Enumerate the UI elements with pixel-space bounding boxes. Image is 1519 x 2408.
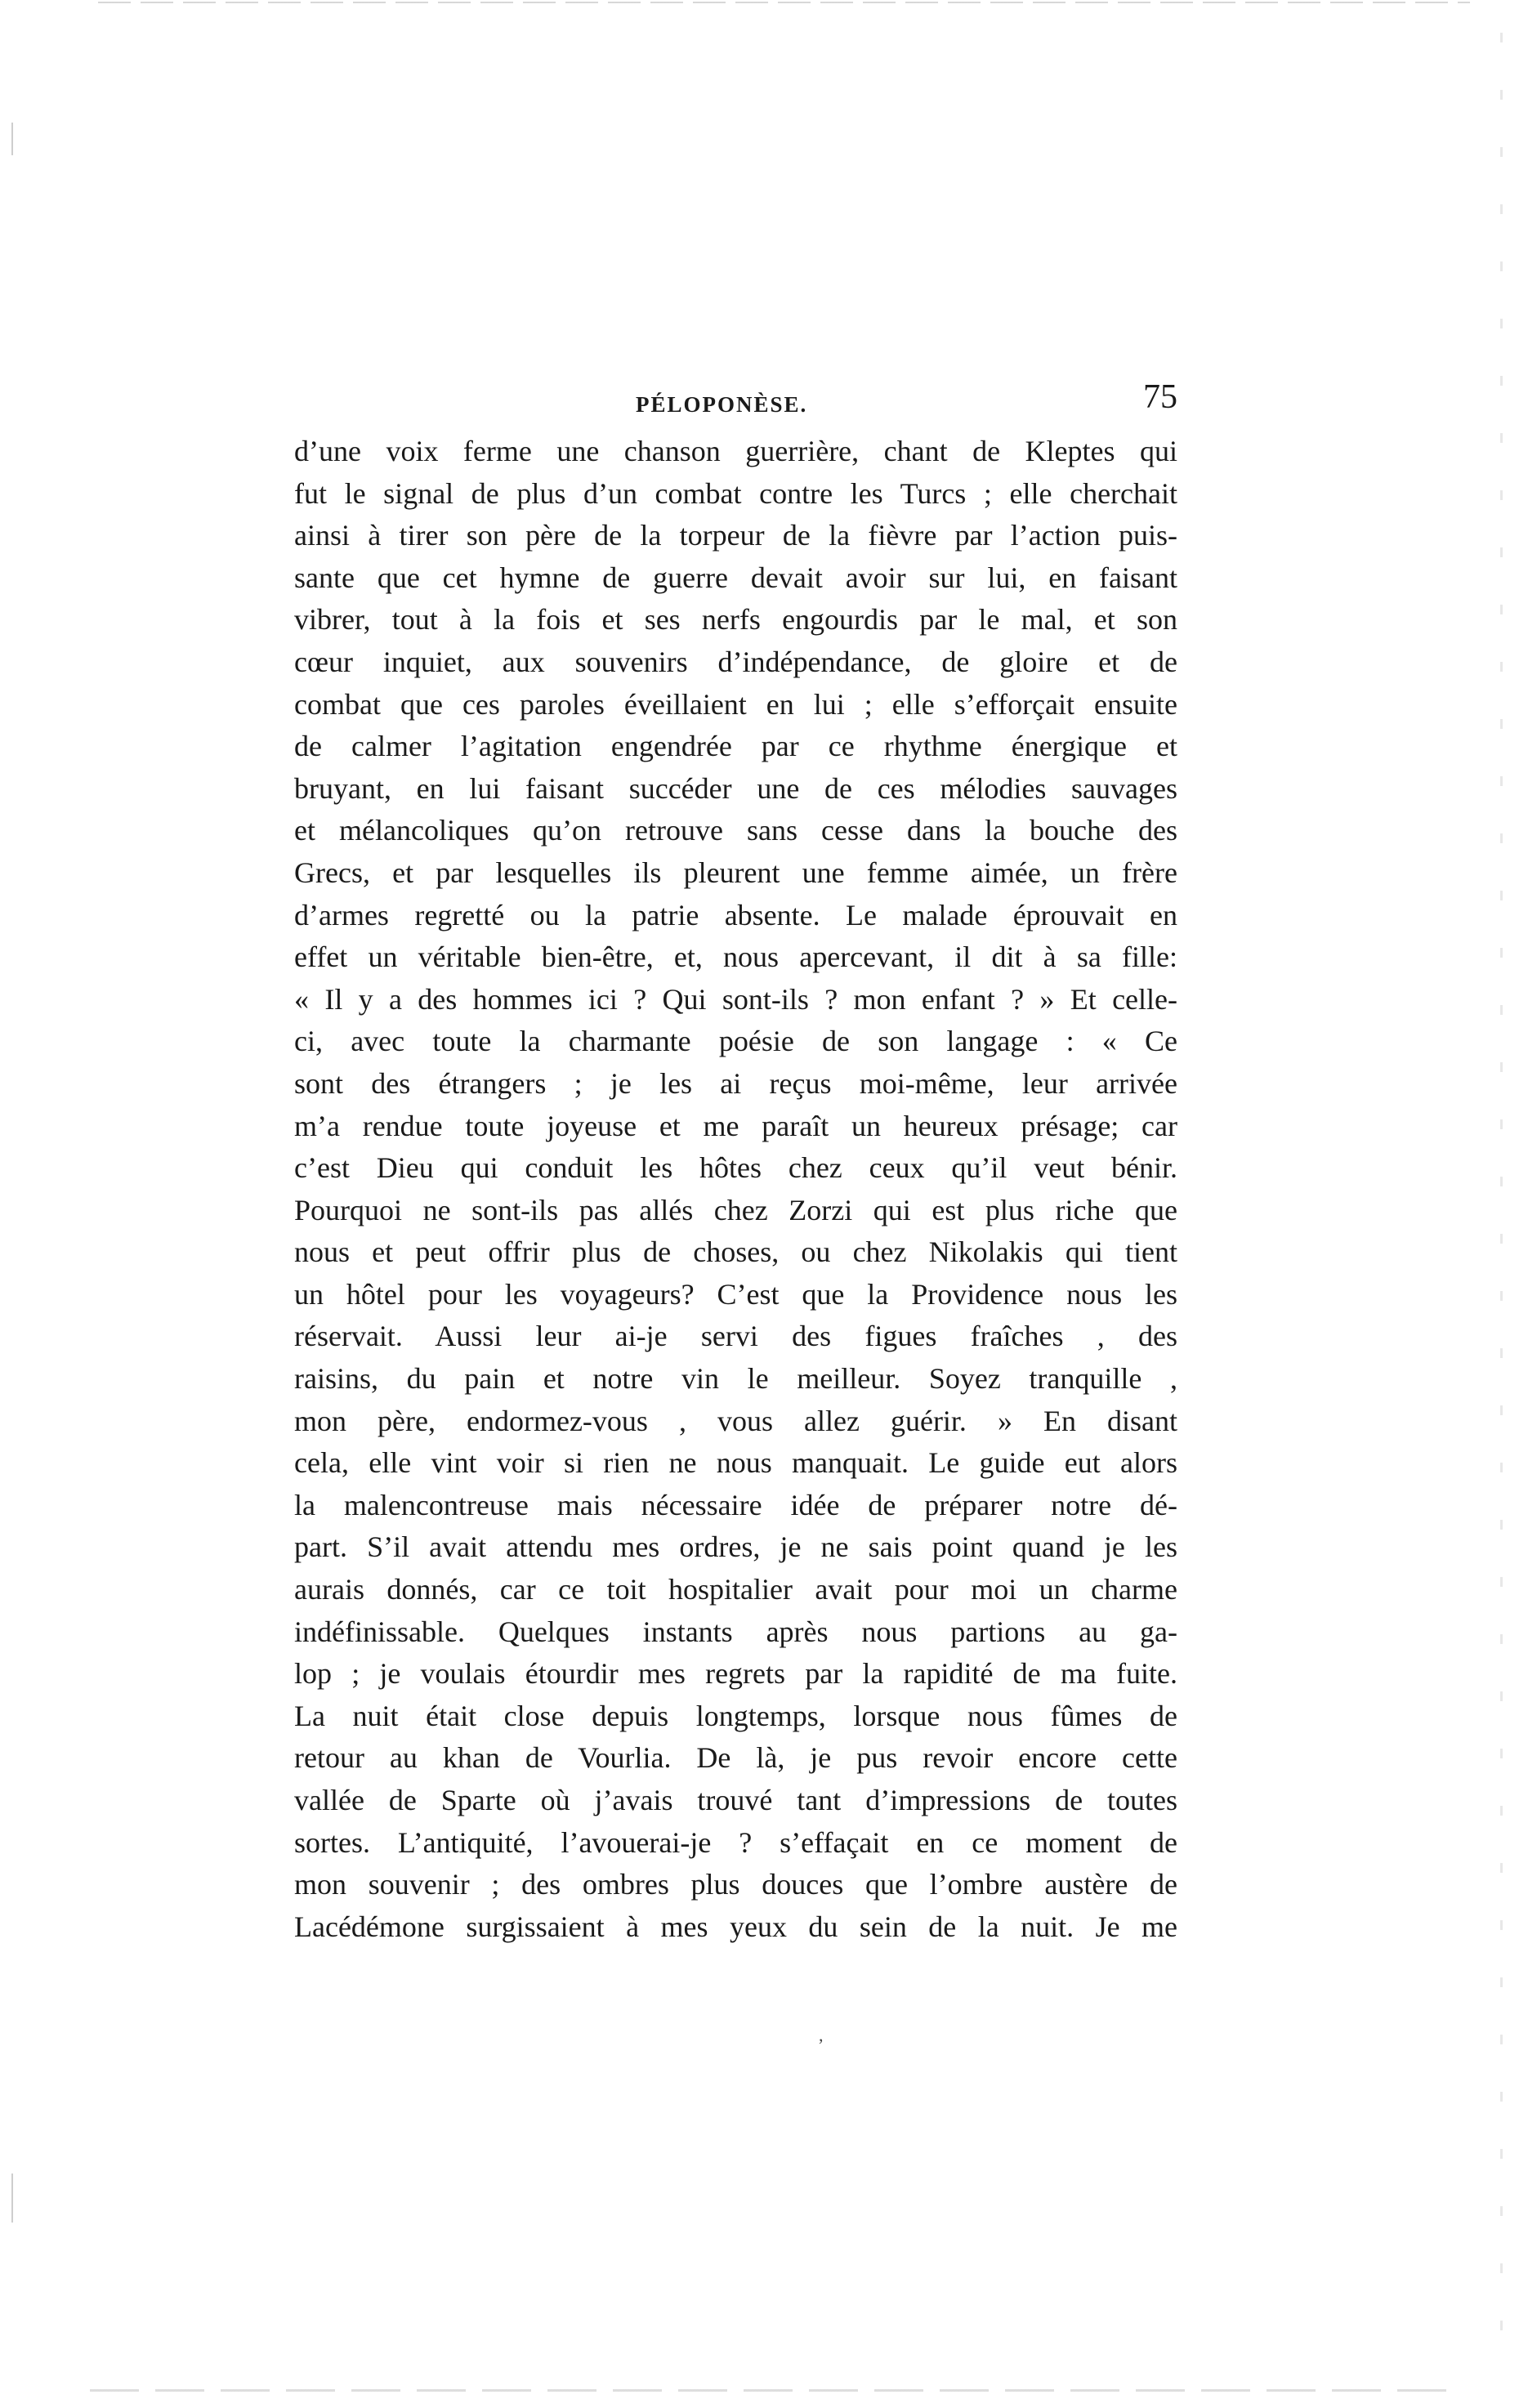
- text-line: cœur inquiet, aux souvenirs d’indépendance, de gloire et de: [294, 645, 1177, 678]
- scan-edge-top: [98, 2, 1470, 3]
- text-line: fut le signal de plus d’un combat contre les Turcs ; elle cherchait: [294, 476, 1177, 510]
- text-line: indéfinissable. Quelques instants après nous partions au ga-: [294, 1615, 1177, 1648]
- body-text: [294, 431, 1177, 1948]
- text-line: et mélancoliques qu’on retrouve sans cesse dans la bouche des: [294, 814, 1177, 847]
- scan-edge-left: [11, 123, 13, 155]
- running-title: PÉLOPONÈSE.: [636, 392, 808, 417]
- text-line: « Il y a des hommes ici ? Qui sont-ils ? mon enfant ? » Et celle-: [294, 982, 1177, 1016]
- scan-edge-right: [1500, 33, 1503, 2375]
- text-line: nous et peut offrir plus de choses, ou chez Nikolakis qui tient: [294, 1235, 1177, 1269]
- text-line: d’armes regretté ou la patrie absente. Le malade éprouvait en: [294, 898, 1177, 931]
- text-line: de calmer l’agitation engendrée par ce rhythme énergique et: [294, 730, 1177, 763]
- text-line: ci, avec toute la charmante poésie de son langage : « Ce: [294, 1025, 1177, 1058]
- text-line: d’une voix ferme une chanson guerrière, chant de Kleptes qui: [294, 435, 1177, 467]
- scan-edge-bottom: [90, 2389, 1462, 2392]
- text-line: ainsi à tirer son père de la torpeur de la fièvre par l’action puis-: [294, 519, 1177, 552]
- ink-speck: ,: [819, 2025, 824, 2045]
- text-line: effet un véritable bien-être, et, nous apercevant, il dit à sa fille:: [294, 940, 1177, 974]
- text-line: combat que ces paroles éveillaient en lui ; elle s’efforçait ensuite: [294, 687, 1177, 721]
- text-line: cela, elle vint voir si rien ne nous manquait. Le guide eut alors: [294, 1446, 1177, 1480]
- text-line: réservait. Aussi leur ai-je servi des figues fraîches , des: [294, 1320, 1177, 1353]
- text-line: Grecs, et par lesquelles ils pleurent une femme aimée, un frère: [294, 856, 1177, 889]
- text-line: Pourquoi ne sont-ils pas allés chez Zorzi qui est plus riche que: [294, 1193, 1177, 1226]
- text-line: aurais donnés, car ce toit hospitalier avait pour moi un charme: [294, 1573, 1177, 1606]
- text-line: m’a rendue toute joyeuse et me paraît un heureux présage; car: [294, 1109, 1177, 1142]
- text-line: un hôtel pour les voyageurs? C’est que la Providence nous les: [294, 1277, 1177, 1311]
- text-line: retour au khan de Vourlia. De là, je pus revoir encore cette: [294, 1741, 1177, 1775]
- text-line: vibrer, tout à la fois et ses nerfs engourdis par le mal, et son: [294, 603, 1177, 637]
- text-line: sante que cet hymne de guerre devait avoir sur lui, en faisant: [294, 561, 1177, 594]
- text-line: part. S’il avait attendu mes ordres, je ne sais point quand je les: [294, 1530, 1177, 1564]
- text-line: sortes. L’antiquité, l’avouerai-je ? s’effaçait en ce moment de: [294, 1825, 1177, 1859]
- text-line: mon souvenir ; des ombres plus douces que l’ombre austère de: [294, 1868, 1177, 1901]
- text-line: vallée de Sparte où j’avais trouvé tant d’impressions de toutes: [294, 1784, 1177, 1816]
- page-number: 75: [1143, 378, 1177, 416]
- text-line: bruyant, en lui faisant succéder une de ces mélodies sauvages: [294, 771, 1177, 805]
- text-line: Lacédémone surgissaient à mes yeux du sein de la nuit. Je me: [294, 1910, 1177, 1943]
- text-line: sont des étrangers ; je les ai reçus moi-même, leur arrivée: [294, 1066, 1177, 1100]
- text-line: La nuit était close depuis longtemps, lorsque nous fûmes de: [294, 1699, 1177, 1732]
- text-line: la malencontreuse mais nécessaire idée de préparer notre dé-: [294, 1488, 1177, 1521]
- running-head: [294, 378, 1177, 418]
- text-line: c’est Dieu qui conduit les hôtes chez ceux qu’il veut bénir.: [294, 1151, 1177, 1185]
- text-line: mon père, endormez-vous , vous allez guérir. » En disant: [294, 1404, 1177, 1437]
- scan-edge-left-lower: [11, 2173, 13, 2223]
- text-line: lop ; je voulais étourdir mes regrets par la rapidité de ma fuite.: [294, 1657, 1177, 1691]
- text-line: raisins, du pain et notre vin le meilleur. Soyez tranquille ,: [294, 1362, 1177, 1396]
